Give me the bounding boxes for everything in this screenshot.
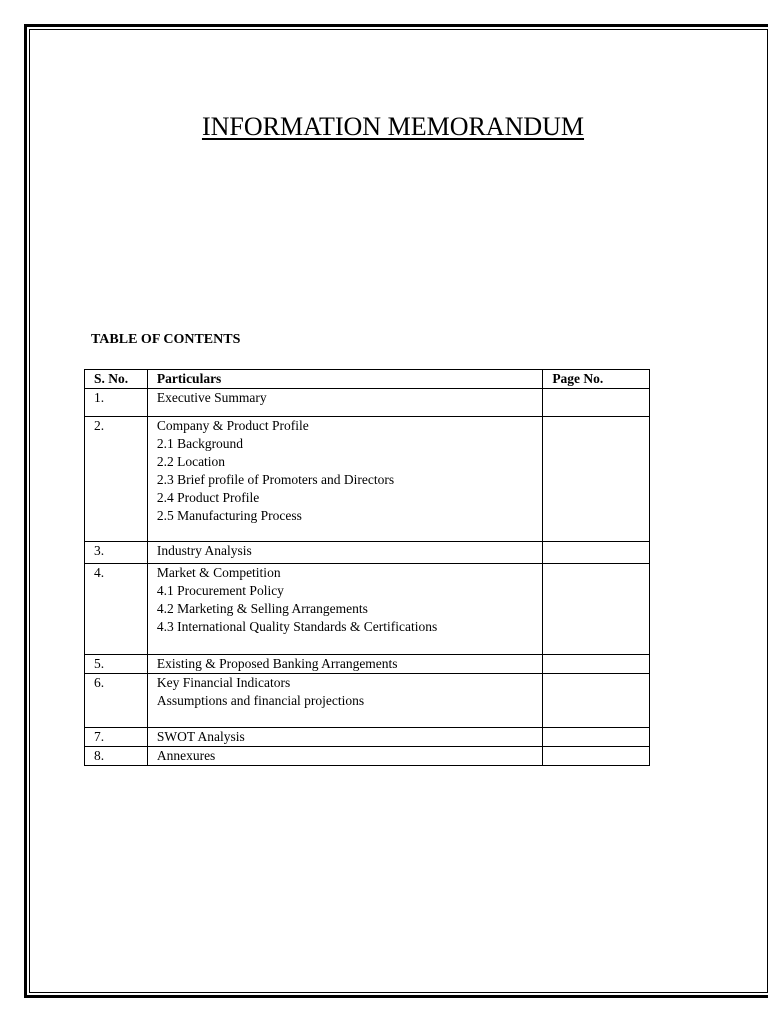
row-particulars — [147, 728, 542, 747]
row-sub-item: 2.5 Manufacturing Process — [156, 508, 302, 523]
toc-header-row — [85, 370, 650, 389]
row-sub-item: 2.2 Location — [156, 454, 226, 469]
row-main-item: Existing & Proposed Banking Arrangements — [156, 656, 398, 671]
row-page-no — [543, 747, 650, 766]
table-row — [85, 542, 650, 564]
header-sno: S. No. — [85, 370, 148, 389]
row-particulars — [147, 564, 542, 655]
row-page-no — [543, 674, 650, 728]
row-main-item: Market & Competition — [156, 565, 281, 580]
row-particulars — [147, 417, 542, 542]
row-sno: 5. — [85, 655, 148, 674]
row-sno: 2. — [85, 417, 148, 542]
row-sno: 6. — [85, 674, 148, 728]
row-sno: 1. — [85, 389, 148, 417]
row-particulars — [147, 542, 542, 564]
row-particulars — [147, 747, 542, 766]
row-page-no — [543, 655, 650, 674]
row-sub-item: 2.4 Product Profile — [156, 490, 260, 505]
row-main-item: Industry Analysis — [156, 543, 252, 558]
row-sub-item: 4.1 Procurement Policy — [156, 583, 284, 598]
row-particulars — [147, 674, 542, 728]
document-title: INFORMATION MEMORANDUM — [201, 112, 585, 141]
table-row — [85, 674, 650, 728]
toc-heading: TABLE OF CONTENTS — [91, 332, 241, 347]
table-row — [85, 747, 650, 766]
header-page-no: Page No. — [543, 370, 650, 389]
row-sub-item: 2.1 Background — [156, 436, 244, 451]
row-page-no — [543, 417, 650, 542]
row-sno: 4. — [85, 564, 148, 655]
row-sub-item: Assumptions and financial projections — [156, 693, 365, 708]
table-row — [85, 417, 650, 542]
row-page-no — [543, 542, 650, 564]
row-main-item: Company & Product Profile — [156, 418, 309, 433]
row-sno: 7. — [85, 728, 148, 747]
row-sub-item: 2.3 Brief profile of Promoters and Directors — [156, 472, 395, 487]
row-particulars — [147, 389, 542, 417]
row-main-item: Executive Summary — [156, 390, 267, 405]
row-page-no — [543, 728, 650, 747]
row-page-no — [543, 564, 650, 655]
header-particulars: Particulars — [147, 370, 542, 389]
row-main-item: SWOT Analysis — [156, 729, 245, 744]
table-row — [85, 389, 650, 417]
row-sno: 8. — [85, 747, 148, 766]
row-particulars — [147, 655, 542, 674]
table-row — [85, 655, 650, 674]
table-row — [85, 728, 650, 747]
table-row — [85, 564, 650, 655]
toc-table — [84, 369, 650, 766]
row-sno: 3. — [85, 542, 148, 564]
row-main-item: Annexures — [156, 748, 216, 763]
row-sub-item: 4.3 International Quality Standards & Certifications — [156, 619, 438, 634]
row-sub-item: 4.2 Marketing & Selling Arrangements — [156, 601, 368, 616]
row-main-item: Key Financial Indicators — [156, 675, 291, 690]
row-page-no — [543, 389, 650, 417]
